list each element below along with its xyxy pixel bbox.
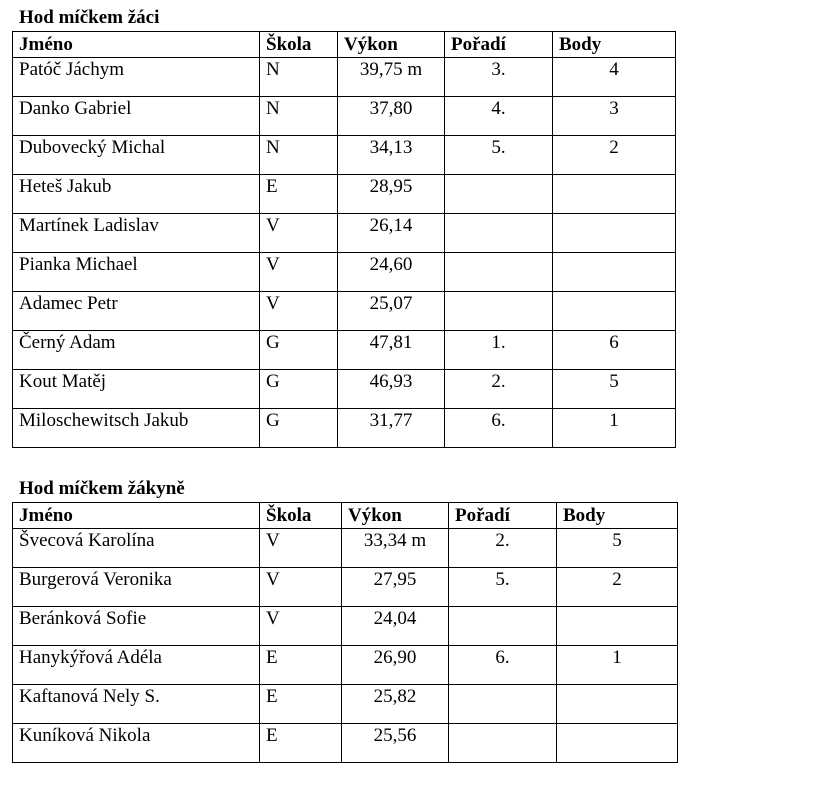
cell-result: 25,56: [342, 724, 449, 763]
cell-points: [557, 685, 678, 724]
column-header-name: Jméno: [13, 503, 260, 529]
table-row: [13, 646, 678, 685]
table-row: [13, 214, 676, 253]
cell-school: V: [260, 529, 342, 568]
cell-points: 6: [553, 331, 676, 370]
cell-rank: [445, 214, 553, 253]
table-row: [13, 607, 678, 646]
cell-points: 4: [553, 58, 676, 97]
cell-rank: [449, 607, 557, 646]
cell-points: 1: [557, 646, 678, 685]
cell-points: [553, 253, 676, 292]
table-row: [13, 292, 676, 331]
cell-school: N: [260, 136, 338, 175]
cell-result: 27,95: [342, 568, 449, 607]
cell-name: Hanykýřová Adéla: [13, 646, 260, 685]
cell-result: 24,60: [338, 253, 445, 292]
cell-result: 37,80: [338, 97, 445, 136]
cell-points: 3: [553, 97, 676, 136]
cell-rank: [449, 685, 557, 724]
cell-points: 5: [553, 370, 676, 409]
cell-rank: 4.: [445, 97, 553, 136]
table-row: [13, 409, 676, 448]
cell-rank: 1.: [445, 331, 553, 370]
column-header-points: Body: [557, 503, 678, 529]
cell-rank: [445, 175, 553, 214]
cell-name: Burgerová Veronika: [13, 568, 260, 607]
cell-result: 25,07: [338, 292, 445, 331]
cell-points: 2: [557, 568, 678, 607]
column-header-school: Škola: [260, 32, 338, 58]
cell-rank: 5.: [449, 568, 557, 607]
cell-school: V: [260, 568, 342, 607]
cell-points: 1: [553, 409, 676, 448]
table-row: [13, 136, 676, 175]
cell-rank: 5.: [445, 136, 553, 175]
cell-school: G: [260, 331, 338, 370]
cell-result: 46,93: [338, 370, 445, 409]
table-row: [13, 331, 676, 370]
cell-result: 47,81: [338, 331, 445, 370]
cell-points: [553, 175, 676, 214]
cell-result: 33,34 m: [342, 529, 449, 568]
cell-result: 25,82: [342, 685, 449, 724]
cell-school: V: [260, 607, 342, 646]
cell-school: V: [260, 253, 338, 292]
cell-school: G: [260, 409, 338, 448]
cell-name: Švecová Karolína: [13, 529, 260, 568]
cell-rank: 6.: [449, 646, 557, 685]
cell-school: E: [260, 685, 342, 724]
cell-name: Kuníková Nikola: [13, 724, 260, 763]
cell-school: E: [260, 724, 342, 763]
section-title-boys: Hod míčkem žáci: [19, 7, 160, 28]
cell-points: [553, 292, 676, 331]
cell-school: N: [260, 58, 338, 97]
table-row: [13, 175, 676, 214]
column-header-rank: Pořadí: [445, 32, 553, 58]
column-header-points: Body: [553, 32, 676, 58]
cell-points: [557, 607, 678, 646]
column-header-name: Jméno: [13, 32, 260, 58]
cell-rank: 6.: [445, 409, 553, 448]
table-row: [13, 58, 676, 97]
cell-rank: 3.: [445, 58, 553, 97]
table-row: [13, 253, 676, 292]
cell-name: Danko Gabriel: [13, 97, 260, 136]
cell-school: V: [260, 292, 338, 331]
cell-points: [553, 214, 676, 253]
cell-result: 34,13: [338, 136, 445, 175]
column-header-school: Škola: [260, 503, 342, 529]
results-table-boys: [12, 31, 676, 448]
cell-name: Beránková Sofie: [13, 607, 260, 646]
cell-name: Černý Adam: [13, 331, 260, 370]
cell-rank: [449, 724, 557, 763]
column-header-rank: Pořadí: [449, 503, 557, 529]
cell-points: 2: [553, 136, 676, 175]
table-header-row: [13, 32, 676, 58]
cell-name: Adamec Petr: [13, 292, 260, 331]
cell-name: Kaftanová Nely S.: [13, 685, 260, 724]
cell-school: E: [260, 175, 338, 214]
table-row: [13, 97, 676, 136]
table-row: [13, 685, 678, 724]
cell-school: G: [260, 370, 338, 409]
cell-name: Dubovecký Michal: [13, 136, 260, 175]
cell-result: 26,14: [338, 214, 445, 253]
column-header-result: Výkon: [342, 503, 449, 529]
cell-name: Kout Matěj: [13, 370, 260, 409]
cell-name: Heteš Jakub: [13, 175, 260, 214]
cell-points: 5: [557, 529, 678, 568]
cell-rank: 2.: [445, 370, 553, 409]
cell-name: Miloschewitsch Jakub: [13, 409, 260, 448]
table-row: [13, 529, 678, 568]
cell-school: V: [260, 214, 338, 253]
table-row: [13, 568, 678, 607]
cell-result: 39,75 m: [338, 58, 445, 97]
cell-result: 26,90: [342, 646, 449, 685]
table-row: [13, 370, 676, 409]
cell-rank: [445, 292, 553, 331]
section-title-girls: Hod míčkem žákyně: [19, 478, 185, 499]
cell-result: 24,04: [342, 607, 449, 646]
cell-name: Pianka Michael: [13, 253, 260, 292]
cell-result: 31,77: [338, 409, 445, 448]
table-row: [13, 724, 678, 763]
results-table-girls: [12, 502, 678, 763]
cell-school: E: [260, 646, 342, 685]
cell-name: Martínek Ladislav: [13, 214, 260, 253]
cell-name: Patóč Jáchym: [13, 58, 260, 97]
cell-school: N: [260, 97, 338, 136]
cell-points: [557, 724, 678, 763]
column-header-result: Výkon: [338, 32, 445, 58]
cell-rank: 2.: [449, 529, 557, 568]
cell-rank: [445, 253, 553, 292]
cell-result: 28,95: [338, 175, 445, 214]
table-header-row: [13, 503, 678, 529]
